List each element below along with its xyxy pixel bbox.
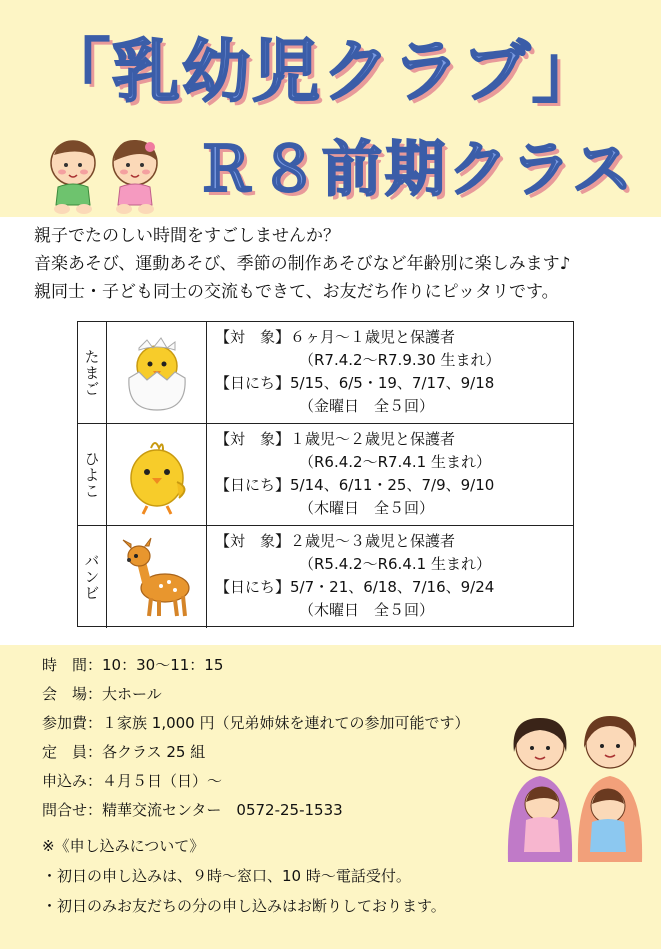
detail-label: 時 間：: [42, 656, 103, 674]
class-name: ひよこ: [78, 424, 107, 525]
detail-value: 大ホール: [102, 685, 162, 703]
class-birth-range: （R6.4.2〜R7.4.1 生まれ）: [299, 453, 491, 471]
detail-fee: [42, 709, 522, 738]
detail-venue: [42, 680, 522, 709]
class-birth-range: （R5.4.2〜R6.4.1 生まれ）: [299, 555, 491, 573]
class-dates: 5/15、6/5・19、7/17、9/18: [290, 374, 495, 392]
dates-label: 【日にち】: [215, 476, 291, 494]
class-target: １歳児〜２歳児と保護者: [290, 430, 456, 448]
intro-line: 音楽あそび、運動あそび、季節の制作あそびなど年齢別に楽しみます♪: [34, 254, 571, 274]
detail-value: 各クラス 25 組: [102, 743, 206, 761]
detail-label: 参加費：: [42, 714, 103, 732]
target-label: 【対 象】: [215, 532, 291, 550]
class-dates: 5/14、6/11・25、7/9、9/10: [290, 476, 495, 494]
detail-contact: [42, 796, 522, 825]
note-item: ・初日の申し込みは、９時〜窓口、10 時〜電話受付。: [42, 867, 411, 885]
class-table: [77, 321, 574, 627]
detail-time: [42, 651, 522, 680]
event-details: [42, 651, 522, 825]
intro-text: [34, 222, 654, 306]
title-line1: 「乳幼児クラブ」: [42, 33, 603, 112]
detail-value: １家族 1,000 円（兄弟姉妹を連れての参加可能です）: [102, 714, 470, 732]
class-target: ６ヶ月〜１歳児と保護者: [290, 328, 456, 346]
dates-label: 【日にち】: [215, 374, 291, 392]
detail-value: 10：30〜11：15: [102, 656, 224, 674]
class-name: バンビ: [78, 526, 107, 628]
note-item: ・初日のみお友だちの分の申し込みはお断りしております。: [42, 897, 446, 915]
hatching-chick-icon: [117, 332, 197, 414]
title-line2: Ｒ８前期クラス: [196, 135, 636, 205]
class-name: たまご: [78, 322, 107, 423]
class-target: ２歳児〜３歳児と保護者: [290, 532, 456, 550]
mothers-with-babies-icon: [500, 712, 650, 862]
detail-value: 精華交流センター 0572-25-1533: [102, 801, 343, 819]
detail-capacity: [42, 738, 522, 767]
class-schedule: （木曜日 全５回）: [299, 601, 435, 619]
babies-icon: [40, 135, 170, 215]
class-schedule: （金曜日 全５回）: [299, 397, 435, 415]
dates-label: 【日にち】: [215, 578, 291, 596]
target-label: 【対 象】: [215, 430, 291, 448]
detail-label: 申込み：: [42, 772, 103, 790]
class-schedule: （木曜日 全５回）: [299, 499, 435, 517]
intro-line: 親子でたのしい時間をすごしませんか？: [34, 226, 340, 246]
fawn-icon: [117, 536, 197, 618]
detail-label: 問合せ：: [42, 801, 103, 819]
class-row-bambi: [78, 526, 573, 628]
chick-icon: [117, 434, 197, 516]
detail-value: ４月５日（日）〜: [102, 772, 223, 790]
notes-heading: ※《申し込みについて》: [42, 837, 205, 855]
intro-line: 親同士・子ども同士の交流もできて、お友だち作りにピッタリです。: [34, 282, 559, 302]
class-row-tamago: [78, 322, 573, 424]
class-birth-range: （R7.4.2〜R7.9.30 生まれ）: [299, 351, 501, 369]
class-dates: 5/7・21、6/18、7/16、9/24: [290, 578, 495, 596]
target-label: 【対 象】: [215, 328, 291, 346]
detail-label: 会 場：: [42, 685, 103, 703]
class-row-hiyoko: [78, 424, 573, 526]
detail-label: 定 員：: [42, 743, 103, 761]
detail-application: [42, 767, 522, 796]
